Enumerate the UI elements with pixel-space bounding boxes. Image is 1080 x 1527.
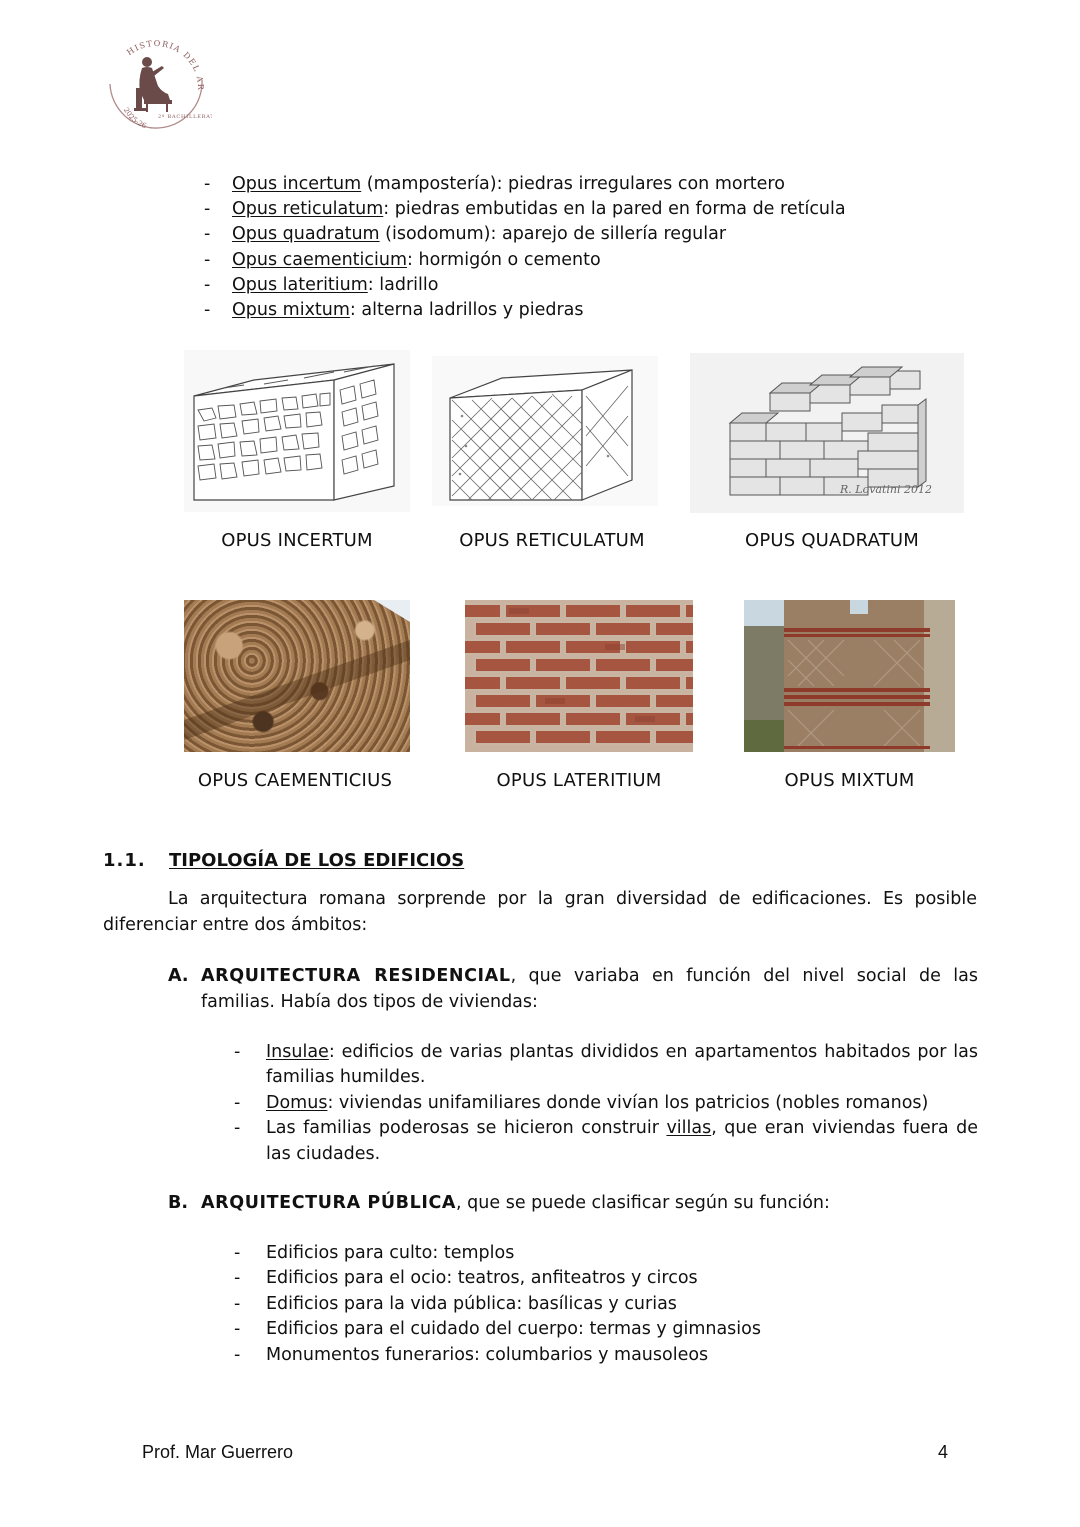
caption-opus-quadratum: OPUS QUADRATUM	[744, 530, 920, 551]
public-section	[168, 1191, 978, 1217]
list-item: - Opus incertum (mampostería): piedras irregulares con mortero	[204, 174, 785, 194]
footer-author: Prof. Mar Guerrero	[142, 1442, 294, 1462]
caption-opus-mixtum: OPUS MIXTUM	[784, 770, 915, 791]
list-item: - Las familias poderosas se hicieron construir villas, que eran viviendas fuera de las ciudades.	[234, 1118, 978, 1164]
logo-text-top: HISTORIA DEL AR	[125, 38, 206, 92]
page-number: 4	[937, 1442, 948, 1462]
list-item: - Edificios para la vida pública: basílicas y curias	[234, 1293, 677, 1314]
logo-year: 2025-26	[121, 106, 148, 131]
list-item: - Opus mixtum: alterna ladrillos y piedras	[204, 300, 584, 321]
section-number: 1.1.	[103, 850, 146, 871]
list-item: - Opus lateritium: ladrillo	[204, 274, 439, 295]
caption-opus-lateritium: OPUS LATERITIUM	[496, 770, 662, 791]
public-letter: B.	[168, 1193, 188, 1213]
residential-section	[168, 964, 978, 1015]
list-item: - Monumentos funerarios: columbarios y mausoleos	[234, 1344, 709, 1365]
list-item: - Domus: viviendas unifamiliares donde vivían los patricios (nobles romanos)	[234, 1092, 929, 1113]
opus-lateritium-photo	[465, 600, 693, 752]
caption-opus-reticulatum: OPUS RETICULATUM	[459, 530, 645, 551]
residential-letter: A.	[168, 966, 189, 986]
opus-reticulatum-drawing	[432, 356, 658, 506]
caption-opus-incertum: OPUS INCERTUM	[221, 530, 373, 551]
list-item: - Edificios para el cuidado del cuerpo: termas y gimnasios	[234, 1319, 761, 1340]
residential-title: ARQUITECTURA RESIDENCIAL	[201, 966, 511, 986]
public-title: ARQUITECTURA PÚBLICA	[201, 1193, 457, 1213]
list-item: - Opus quadratum (isodomum): aparejo de sillería regular	[204, 224, 727, 245]
opus-quadratum-drawing	[690, 353, 964, 513]
section-heading	[103, 850, 464, 871]
course-logo	[100, 28, 212, 140]
residential-list	[234, 1040, 978, 1167]
caption-opus-caementicius: OPUS CAEMENTICIUS	[197, 770, 393, 791]
list-item: - Opus caementicium: hormigón o cemento	[204, 249, 601, 270]
list-item: - Insulae: edificios de varias plantas divididos en apartamentos habitados por las familias humildes.	[234, 1042, 978, 1088]
public-list	[234, 1241, 978, 1368]
opus-types-list	[204, 172, 846, 323]
drawing-signature: R. Lovatini 2012	[840, 483, 933, 496]
section-title: TIPOLOGÍA DE LOS EDIFICIOS	[169, 850, 465, 871]
opus-mixtum-photo	[744, 600, 955, 752]
residential-desc: , que variaba en función del nivel social de las familias. Había dos tipos de viviendas:	[201, 966, 979, 1012]
opus-incertum-drawing	[184, 350, 410, 512]
intro-paragraph: La arquitectura romana sorprende por la gran diversidad de edificaciones. Es posible diferenciar entre dos ámbitos:	[103, 889, 977, 935]
list-item: - Opus reticulatum: piedras embutidas en la pared en forma de retícula	[204, 199, 846, 220]
list-item: - Edificios para el ocio: teatros, anfiteatros y circos	[234, 1268, 698, 1289]
logo-text-bottom: 2º BACHILLERA	[158, 114, 211, 120]
public-desc: , que se puede clasificar según su función:	[456, 1193, 830, 1213]
list-item: - Edificios para culto: templos	[234, 1243, 515, 1263]
opus-caementicium-photo	[184, 600, 410, 752]
